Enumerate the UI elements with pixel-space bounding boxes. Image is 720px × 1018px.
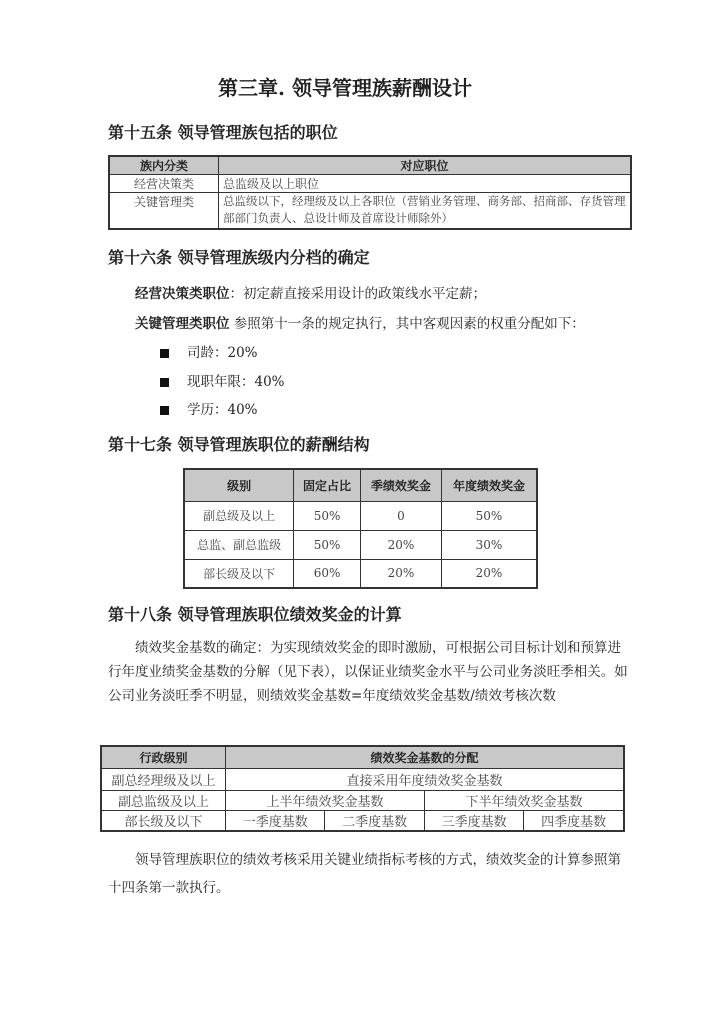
table-row (101, 810, 624, 831)
performance-paragraph: 领导管理族职位的绩效考核采用关键业绩指标考核的方式，绩效奖金的计算参照第十四条第一款执行。 (108, 852, 621, 896)
table-header: 级别 (184, 469, 294, 501)
table-header: 固定占比 (294, 469, 361, 501)
table-cell: 20% (360, 559, 441, 588)
square-bullet-icon (160, 349, 169, 358)
positions-table (108, 155, 632, 230)
table-cell: 50% (441, 501, 537, 530)
table-cell: 总监级以下，经理级及以上各职位（营销业务管理、商务部、招商部、存货管理部部门负责人、总设计师及首席设计师除外） (219, 193, 632, 229)
bullet-text: 学历：40% (187, 402, 258, 418)
table-cell: 四季度基数 (524, 810, 624, 831)
square-bullet-icon (160, 378, 169, 387)
table-row (109, 193, 631, 229)
table-row (109, 175, 631, 193)
table-cell: 30% (441, 530, 537, 559)
square-bullet-icon (160, 406, 169, 415)
table-cell: 总监级及以上职位 (219, 175, 632, 193)
table-cell: 下半年绩效奖金基数 (424, 790, 624, 810)
table-cell: 0 (360, 501, 441, 530)
table-header: 年度绩效奖金 (441, 469, 537, 501)
text: ：初定薪直接采用设计的政策线水平定薪； (229, 286, 486, 302)
table-header: 季绩效奖金 (360, 469, 441, 501)
table-row (184, 530, 537, 559)
table-row (184, 501, 537, 530)
bullet-item (160, 370, 285, 390)
table-header: 绩效奖金基数的分配 (226, 746, 625, 768)
section-17-heading: 第十七条 领导管理族职位的薪酬结构 (108, 435, 370, 454)
table-cell: 总监、副总监级 (184, 530, 294, 559)
table-cell: 副总级及以上 (184, 501, 294, 530)
table-cell: 50% (294, 501, 361, 530)
decision-line (135, 282, 486, 302)
bullet-item (160, 341, 258, 361)
table-cell: 20% (441, 559, 537, 588)
salary-structure-table (183, 468, 538, 589)
text: 参照第十一条的规定执行，其中客观因素的权重分配如下： (229, 316, 585, 332)
table-cell: 副总监级及以上 (101, 790, 226, 810)
table-cell: 部长级及以下 (184, 559, 294, 588)
table-header: 对应职位 (219, 156, 632, 175)
table-cell: 关键管理类 (109, 193, 219, 229)
table-cell: 副总经理级及以上 (101, 768, 226, 790)
table-row (101, 768, 624, 790)
table-cell: 二季度基数 (325, 810, 424, 831)
bonus-base-paragraph: 绩效奖金基数的确定：为实现绩效奖金的即时激励，可根据公司目标计划和预算进行年度业绩奖金基数的分解（见下表），以保证业绩奖金水平与公司业务淡旺季相关。如公司业务淡旺季不明显，则绩效奖金基数=年度绩效奖金基数/绩效考核次数 (108, 640, 628, 704)
table-header: 行政级别 (101, 746, 226, 768)
table-row (184, 559, 537, 588)
table-cell: 60% (294, 559, 361, 588)
table-header: 族内分类 (109, 156, 219, 175)
table-cell: 上半年绩效奖金基数 (226, 790, 425, 810)
bullet-text: 司龄：20% (187, 345, 258, 361)
table-cell: 三季度基数 (424, 810, 523, 831)
section-18-heading: 第十八条 领导管理族职位绩效奖金的计算 (108, 605, 402, 624)
label: 经营决策类职位 (135, 286, 230, 302)
section-15-heading: 第十五条 领导管理族包括的职位 (108, 123, 338, 142)
chapter-title: 第三章. 领导管理族薪酬设计 (218, 76, 472, 100)
table-cell: 部长级及以下 (101, 810, 226, 831)
bonus-allocation-table (100, 745, 625, 832)
bullet-text: 现职年限：40% (187, 374, 285, 390)
table-row (101, 790, 624, 810)
table-cell: 一季度基数 (226, 810, 325, 831)
table-cell: 直接采用年度绩效奖金基数 (226, 768, 625, 790)
table-cell: 20% (360, 530, 441, 559)
section-16-heading: 第十六条 领导管理族级内分档的确定 (108, 248, 370, 267)
table-cell: 经营决策类 (109, 175, 219, 193)
key-mgmt-line (135, 312, 585, 332)
table-cell: 50% (294, 530, 361, 559)
bullet-item (160, 398, 258, 418)
label: 关键管理类职位 (135, 316, 230, 332)
